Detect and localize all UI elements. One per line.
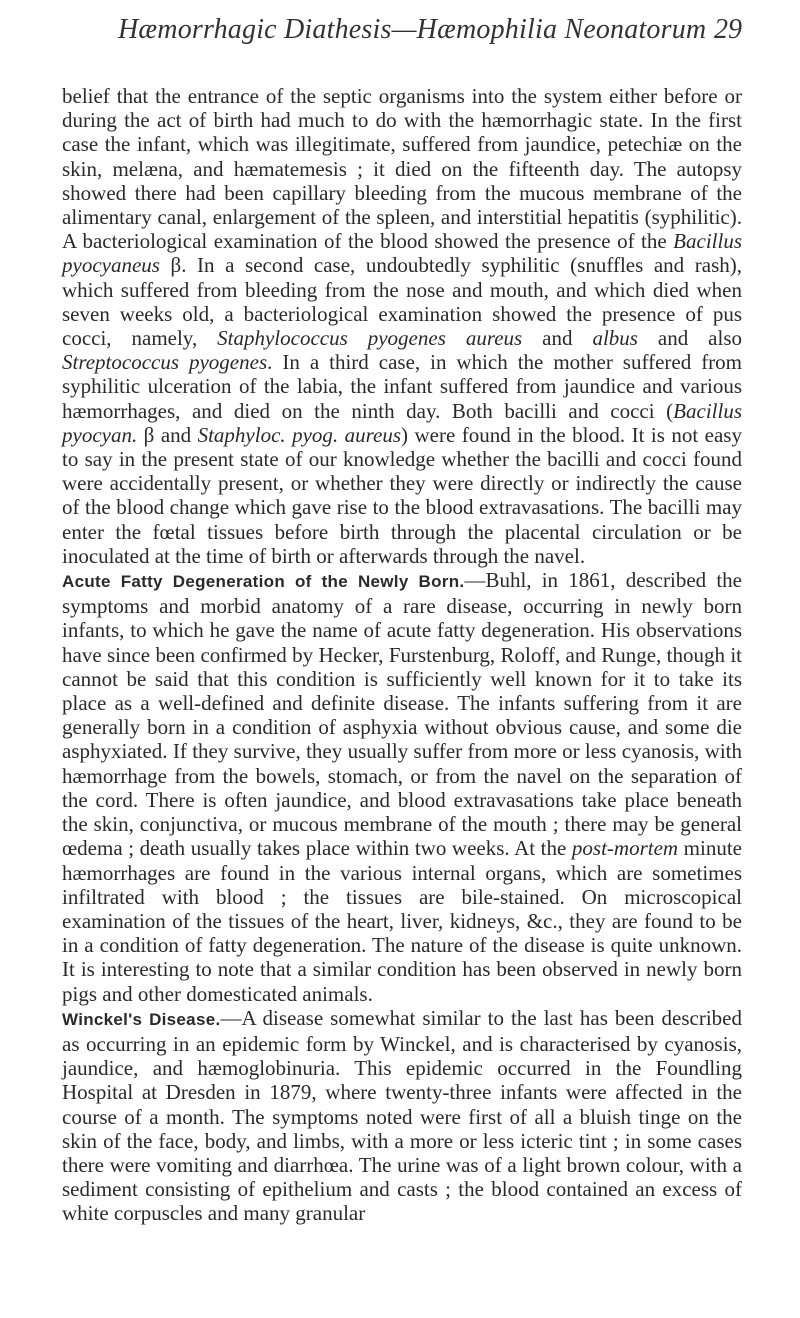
paragraph-winckels-disease xyxy=(62,1006,742,1226)
section-heading: Acute Fatty Degeneration of the Newly Born. xyxy=(62,572,465,592)
body-text xyxy=(62,84,742,1226)
text-run: —A disease somewhat similar to the last has been described as occurring in an epidemic form by Winckel, and is characterised by cyanosis, jaundice, and hæmoglobinuria. This epidemic occurred in the Foundling Hospital at Dresden in 1879, where twenty-three infants were affected in the course of a month. The symptoms noted were first of all a bluish tinge on the skin of the face, body, and limbs, with a more or less icteric tint ; in some cases there were vomiting and diarrhœa. The urine was of a light brown colour, with a sediment consisting of epithelium and casts ; the blood contained an excess of white corpuscles and many granular xyxy=(62,1005,742,1226)
paragraph-continuation xyxy=(62,84,742,568)
text-run: β. In a second case, undoubtedly syphilitic (snuffles and rash), which suffered from bleeding from the nose and mouth, and which died when seven weeks old, a bacteriological examination showed the presence of pus cocci, namely, xyxy=(62,253,742,351)
text-run: —Buhl, in 1861, described the symptoms and morbid anatomy of a rare disease, occurring in newly born infants, to which he gave the name of acute fatty degeneration. His observations have since been confirmed by Hecker, Furstenburg, Roloff, and Runge, though it cannot be said that this condition is sufficiently well known for it to take its place as a well-defined and definite disease. The infants suffering from it are generally born in a condition of asphyxia without obvious cause, and some die asphyxiated. If they survive, they usually suffer from more or less cyanosis, with hæmorrhage from the bowels, stomach, or from the navel on the separation of the cord. There is often jaundice, and blood extravasations take place beneath the skin, conjunctiva, or mucous membrane of the mouth ; there may be general œdema ; death usually takes place within two weeks. At the xyxy=(62,568,742,861)
italic-run: Staphylococcus pyogenes aureus xyxy=(217,326,523,351)
section-heading: Winckel's Disease. xyxy=(62,1009,221,1029)
italic-run: Bacillus pyocyan. xyxy=(62,398,742,447)
text-run: . In a third case, in which the mother suffered from syphilitic ulceration of the labia, the infant suffered from jaundice and various hæmorrhages, and died on the ninth day. Both bacilli and cocci ( xyxy=(62,350,743,423)
text-run: belief that the entrance of the septic organisms into the system either before or during the act of birth had much to do with the hæmorrhagic state. In the first case the infant, which was illegitimate, suffered from jaundice, petechiæ on the skin, melæna, and hæmatemesis ; it died on the fifteenth day. The autopsy showed there had been capillary bleeding from the mucous membrane of the alimentary canal, enlargement of the spleen, and interstitial hepatitis (syphilitic). A bacteriological examination of the blood showed the presence of the xyxy=(62,84,742,254)
italic-run: post-mortem xyxy=(571,836,679,861)
page-header xyxy=(62,12,742,52)
text-run: and also xyxy=(637,326,742,351)
page-number: 29 xyxy=(714,14,742,45)
italic-run: Streptococcus pyogenes xyxy=(62,350,268,375)
text-run: and xyxy=(522,326,593,351)
text-run: minute hæmorrhages are found in the various internal organs, which are sometimes infiltrated with blood ; the tissues are bile-stained. On microscopical examination of the tissues of the heart, liver, kidneys, &c., they are found to be in a condition of fatty degeneration. The nature of the disease is quite unknown. It is interesting to note that a similar condition has been observed in newly born pigs and other domesticated animals. xyxy=(62,836,742,1006)
italic-run: Staphyloc. pyog. aureus xyxy=(197,422,402,447)
paragraph-acute-fatty-degeneration xyxy=(62,568,742,1006)
italic-run: albus xyxy=(592,326,638,351)
running-title: Hæmorrhagic Diathesis—Hæmophilia Neonatorum xyxy=(118,14,707,45)
text-run: ) were found in the blood. It is not easy to say in the present state of our knowledge whether the bacilli and cocci found were accidentally present, or whether they were directly or indirectly the cause of the blood change which gave rise to the blood extravasations. The bacilli may enter the fœtal tissues before birth through the placental circulation or be inoculated at the time of birth or afterwards through the navel. xyxy=(62,422,742,568)
text-run: β and xyxy=(137,422,198,447)
italic-run: Bacillus pyocyaneus xyxy=(62,229,742,278)
